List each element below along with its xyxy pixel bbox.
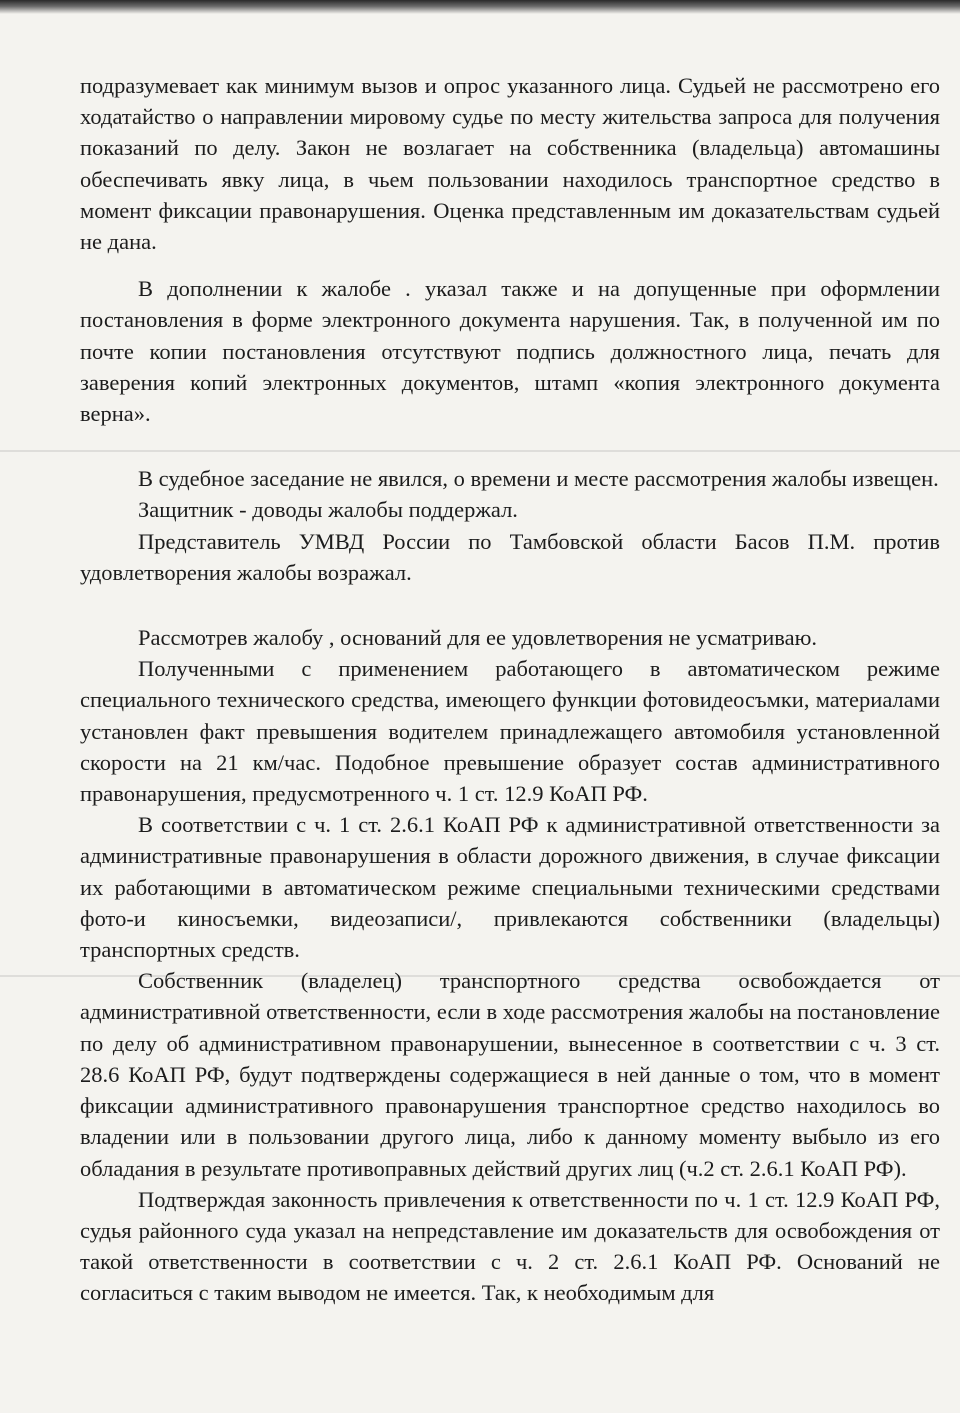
paragraph-defender: Защитник - доводы жалобы поддержал.: [138, 497, 518, 523]
spacer: [80, 257, 940, 273]
paragraph-court-finding: Подтверждая законность привлечения к ответственности по ч. 1 ст. 12.9 КоАП РФ, судья районного суда указал на непредставление им доказательств для освобождения от такой ответственности в соответствии с ч. 2 ст. 2.6.1 КоАП РФ. Оснований не согласиться с таким выводом не имеется. Так, к необходимым для: [80, 1186, 940, 1306]
paragraph-hearing-absence: В судебное заседание не явился, о времени и месте рассмотрения жалобы извещен.: [138, 466, 939, 492]
paragraph-continuation: подразумевает как минимум вызов и опрос указанного лица. Судьей не рассмотрено его ходатайство о направлении мировому судье по месту жительства запроса для получения показаний по делу. Закон не возлагает на собственника (владельца) автомашины обеспечивать явку лица, в чьем пользовании находилось транспортное средство в момент фиксации правонарушения. Оценка представленным им доказательствам судьей не дана.: [80, 73, 940, 255]
scan-top-edge: [0, 0, 960, 14]
spacer: [80, 429, 940, 463]
paragraph-law-article: В соответствии с ч. 1 ст. 2.6.1 КоАП РФ к административной ответственности за административные правонарушения в области дорожного движения, в случае фиксации их работающими в автоматическом режиме специальными техническими средствами фото-и киносъемки, видеозаписи/, привлекаются собственники (владельцы) транспортных средств.: [80, 812, 940, 963]
spacer: [80, 588, 940, 622]
paragraph-owner-release: Собственник (владелец) транспортного средства освобождается от административной ответственности, если в ходе рассмотрения жалобы на постановление по делу об административном правонарушении, вынесенное в соответствии с ч. 3 ст. 28.6 КоАП РФ, будут подтверждены содержащиеся в ней данные о том, что в момент фиксации административного правонарушения транспортное средство находилось во владении или в пользовании другого лица, либо к данному моменту выбыло из его обладания в результате противоправных действий других лиц (ч.2 ст. 2.6.1 КоАП РФ).: [80, 968, 940, 1181]
paragraph-conclusion: Рассмотрев жалобу , оснований для ее удовлетворения не усматриваю.: [138, 625, 818, 651]
paragraph-representative: Представитель УМВД России по Тамбовской области Басов П.М. против удовлетворения жалобы возражал.: [80, 528, 940, 585]
document-page: [80, 70, 940, 1395]
paragraph-speed-violation: Полученными с применением работающего в автоматическом режиме специального технического средства, имеющего функции фотовидеосъмки, материалами установлен факт превышения водителем принадлежащего автомобиля установленной скорости на 21 км/час. Подобное превышение образует состав административного правонарушения, предусмотренного ч. 1 ст. 12.9 КоАП РФ.: [80, 656, 940, 807]
paragraph-complaint-addendum: В дополнении к жалобе . указал также и на допущенные при оформлении постановления в форме электронного документа нарушения. Так, в полученной им по почте копии постановления отсутствуют подпись должностного лица, печать для заверения копий электронных документов, штамп «копия электронного документа верна».: [80, 276, 940, 427]
